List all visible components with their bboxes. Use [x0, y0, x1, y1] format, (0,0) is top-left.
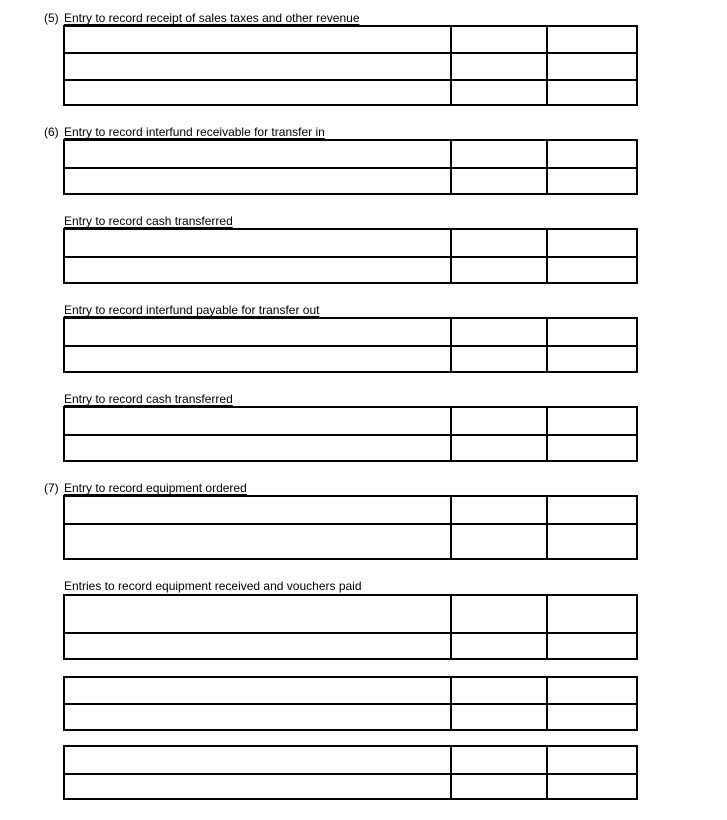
account-cell[interactable] [65, 596, 452, 632]
credit-cell[interactable] [548, 525, 636, 558]
credit-cell[interactable] [548, 169, 636, 193]
table-row [65, 703, 636, 729]
credit-cell[interactable] [548, 436, 636, 460]
table-row [65, 434, 636, 460]
table-row [65, 319, 636, 345]
journal-entry-table [63, 676, 638, 731]
credit-cell[interactable] [548, 408, 636, 434]
section-label: Entry to record receipt of sales taxes and other revenue [64, 11, 360, 25]
section-7-heading [44, 481, 247, 495]
credit-cell[interactable] [548, 747, 636, 773]
table-row [65, 141, 636, 167]
account-cell[interactable] [65, 319, 452, 345]
credit-cell[interactable] [548, 705, 636, 729]
table-row [65, 408, 636, 434]
account-cell[interactable] [65, 347, 452, 371]
debit-cell[interactable] [452, 319, 548, 345]
credit-cell[interactable] [548, 775, 636, 798]
journal-entry-table [63, 228, 638, 284]
credit-cell[interactable] [548, 347, 636, 371]
section-label: Entry to record equipment ordered [64, 481, 247, 495]
cash-transferred-heading-1 [64, 214, 233, 228]
account-cell[interactable] [65, 169, 452, 193]
credit-cell[interactable] [548, 634, 636, 658]
credit-cell[interactable] [548, 27, 636, 52]
table-row [65, 79, 636, 104]
account-cell[interactable] [65, 436, 452, 460]
account-cell[interactable] [65, 81, 452, 104]
table-row [65, 523, 636, 558]
account-cell[interactable] [65, 141, 452, 167]
table-row [65, 27, 636, 52]
journal-entry-table [63, 594, 638, 660]
credit-cell[interactable] [548, 141, 636, 167]
section-label: Entry to record interfund payable for transfer out [64, 303, 320, 317]
account-cell[interactable] [65, 705, 452, 729]
account-cell[interactable] [65, 525, 452, 558]
debit-cell[interactable] [452, 436, 548, 460]
debit-cell[interactable] [452, 408, 548, 434]
credit-cell[interactable] [548, 230, 636, 256]
section-6-heading [44, 125, 325, 139]
credit-cell[interactable] [548, 81, 636, 104]
credit-cell[interactable] [548, 258, 636, 282]
table-row [65, 596, 636, 632]
credit-cell[interactable] [548, 678, 636, 703]
cash-transferred-heading-2 [64, 392, 233, 406]
debit-cell[interactable] [452, 678, 548, 703]
account-cell[interactable] [65, 258, 452, 282]
table-row [65, 747, 636, 773]
account-cell[interactable] [65, 27, 452, 52]
account-cell[interactable] [65, 497, 452, 523]
journal-entry-table [63, 406, 638, 462]
debit-cell[interactable] [452, 258, 548, 282]
debit-cell[interactable] [452, 81, 548, 104]
debit-cell[interactable] [452, 705, 548, 729]
debit-cell[interactable] [452, 141, 548, 167]
debit-cell[interactable] [452, 775, 548, 798]
journal-entry-table [63, 495, 638, 560]
section-number: (5) [44, 11, 59, 25]
account-cell[interactable] [65, 775, 452, 798]
table-row [65, 632, 636, 658]
account-cell[interactable] [65, 678, 452, 703]
table-row [65, 230, 636, 256]
table-row [65, 345, 636, 371]
table-row [65, 773, 636, 798]
section-label: Entries to record equipment received and vouchers paid [64, 579, 362, 593]
debit-cell[interactable] [452, 27, 548, 52]
credit-cell[interactable] [548, 54, 636, 79]
journal-entry-table [63, 745, 638, 800]
debit-cell[interactable] [452, 596, 548, 632]
debit-cell[interactable] [452, 747, 548, 773]
credit-cell[interactable] [548, 319, 636, 345]
debit-cell[interactable] [452, 54, 548, 79]
debit-cell[interactable] [452, 230, 548, 256]
table-row [65, 678, 636, 703]
section-5-heading [44, 11, 360, 25]
table-row [65, 497, 636, 523]
journal-entry-table [63, 317, 638, 373]
journal-entry-table [63, 139, 638, 195]
equipment-received-heading [64, 579, 362, 593]
interfund-payable-heading [64, 303, 319, 317]
account-cell[interactable] [65, 54, 452, 79]
journal-entry-table [63, 25, 638, 106]
section-label: Entry to record interfund receivable for transfer in [64, 125, 325, 139]
account-cell[interactable] [65, 747, 452, 773]
section-label: Entry to record cash transferred [64, 392, 233, 406]
credit-cell[interactable] [548, 596, 636, 632]
account-cell[interactable] [65, 634, 452, 658]
section-number: (6) [44, 125, 59, 139]
debit-cell[interactable] [452, 634, 548, 658]
debit-cell[interactable] [452, 169, 548, 193]
section-label: Entry to record cash transferred [64, 214, 233, 228]
debit-cell[interactable] [452, 525, 548, 558]
table-row [65, 167, 636, 193]
debit-cell[interactable] [452, 497, 548, 523]
credit-cell[interactable] [548, 497, 636, 523]
account-cell[interactable] [65, 230, 452, 256]
table-row [65, 256, 636, 282]
account-cell[interactable] [65, 408, 452, 434]
table-row [65, 52, 636, 79]
section-number: (7) [44, 481, 59, 495]
debit-cell[interactable] [452, 347, 548, 371]
